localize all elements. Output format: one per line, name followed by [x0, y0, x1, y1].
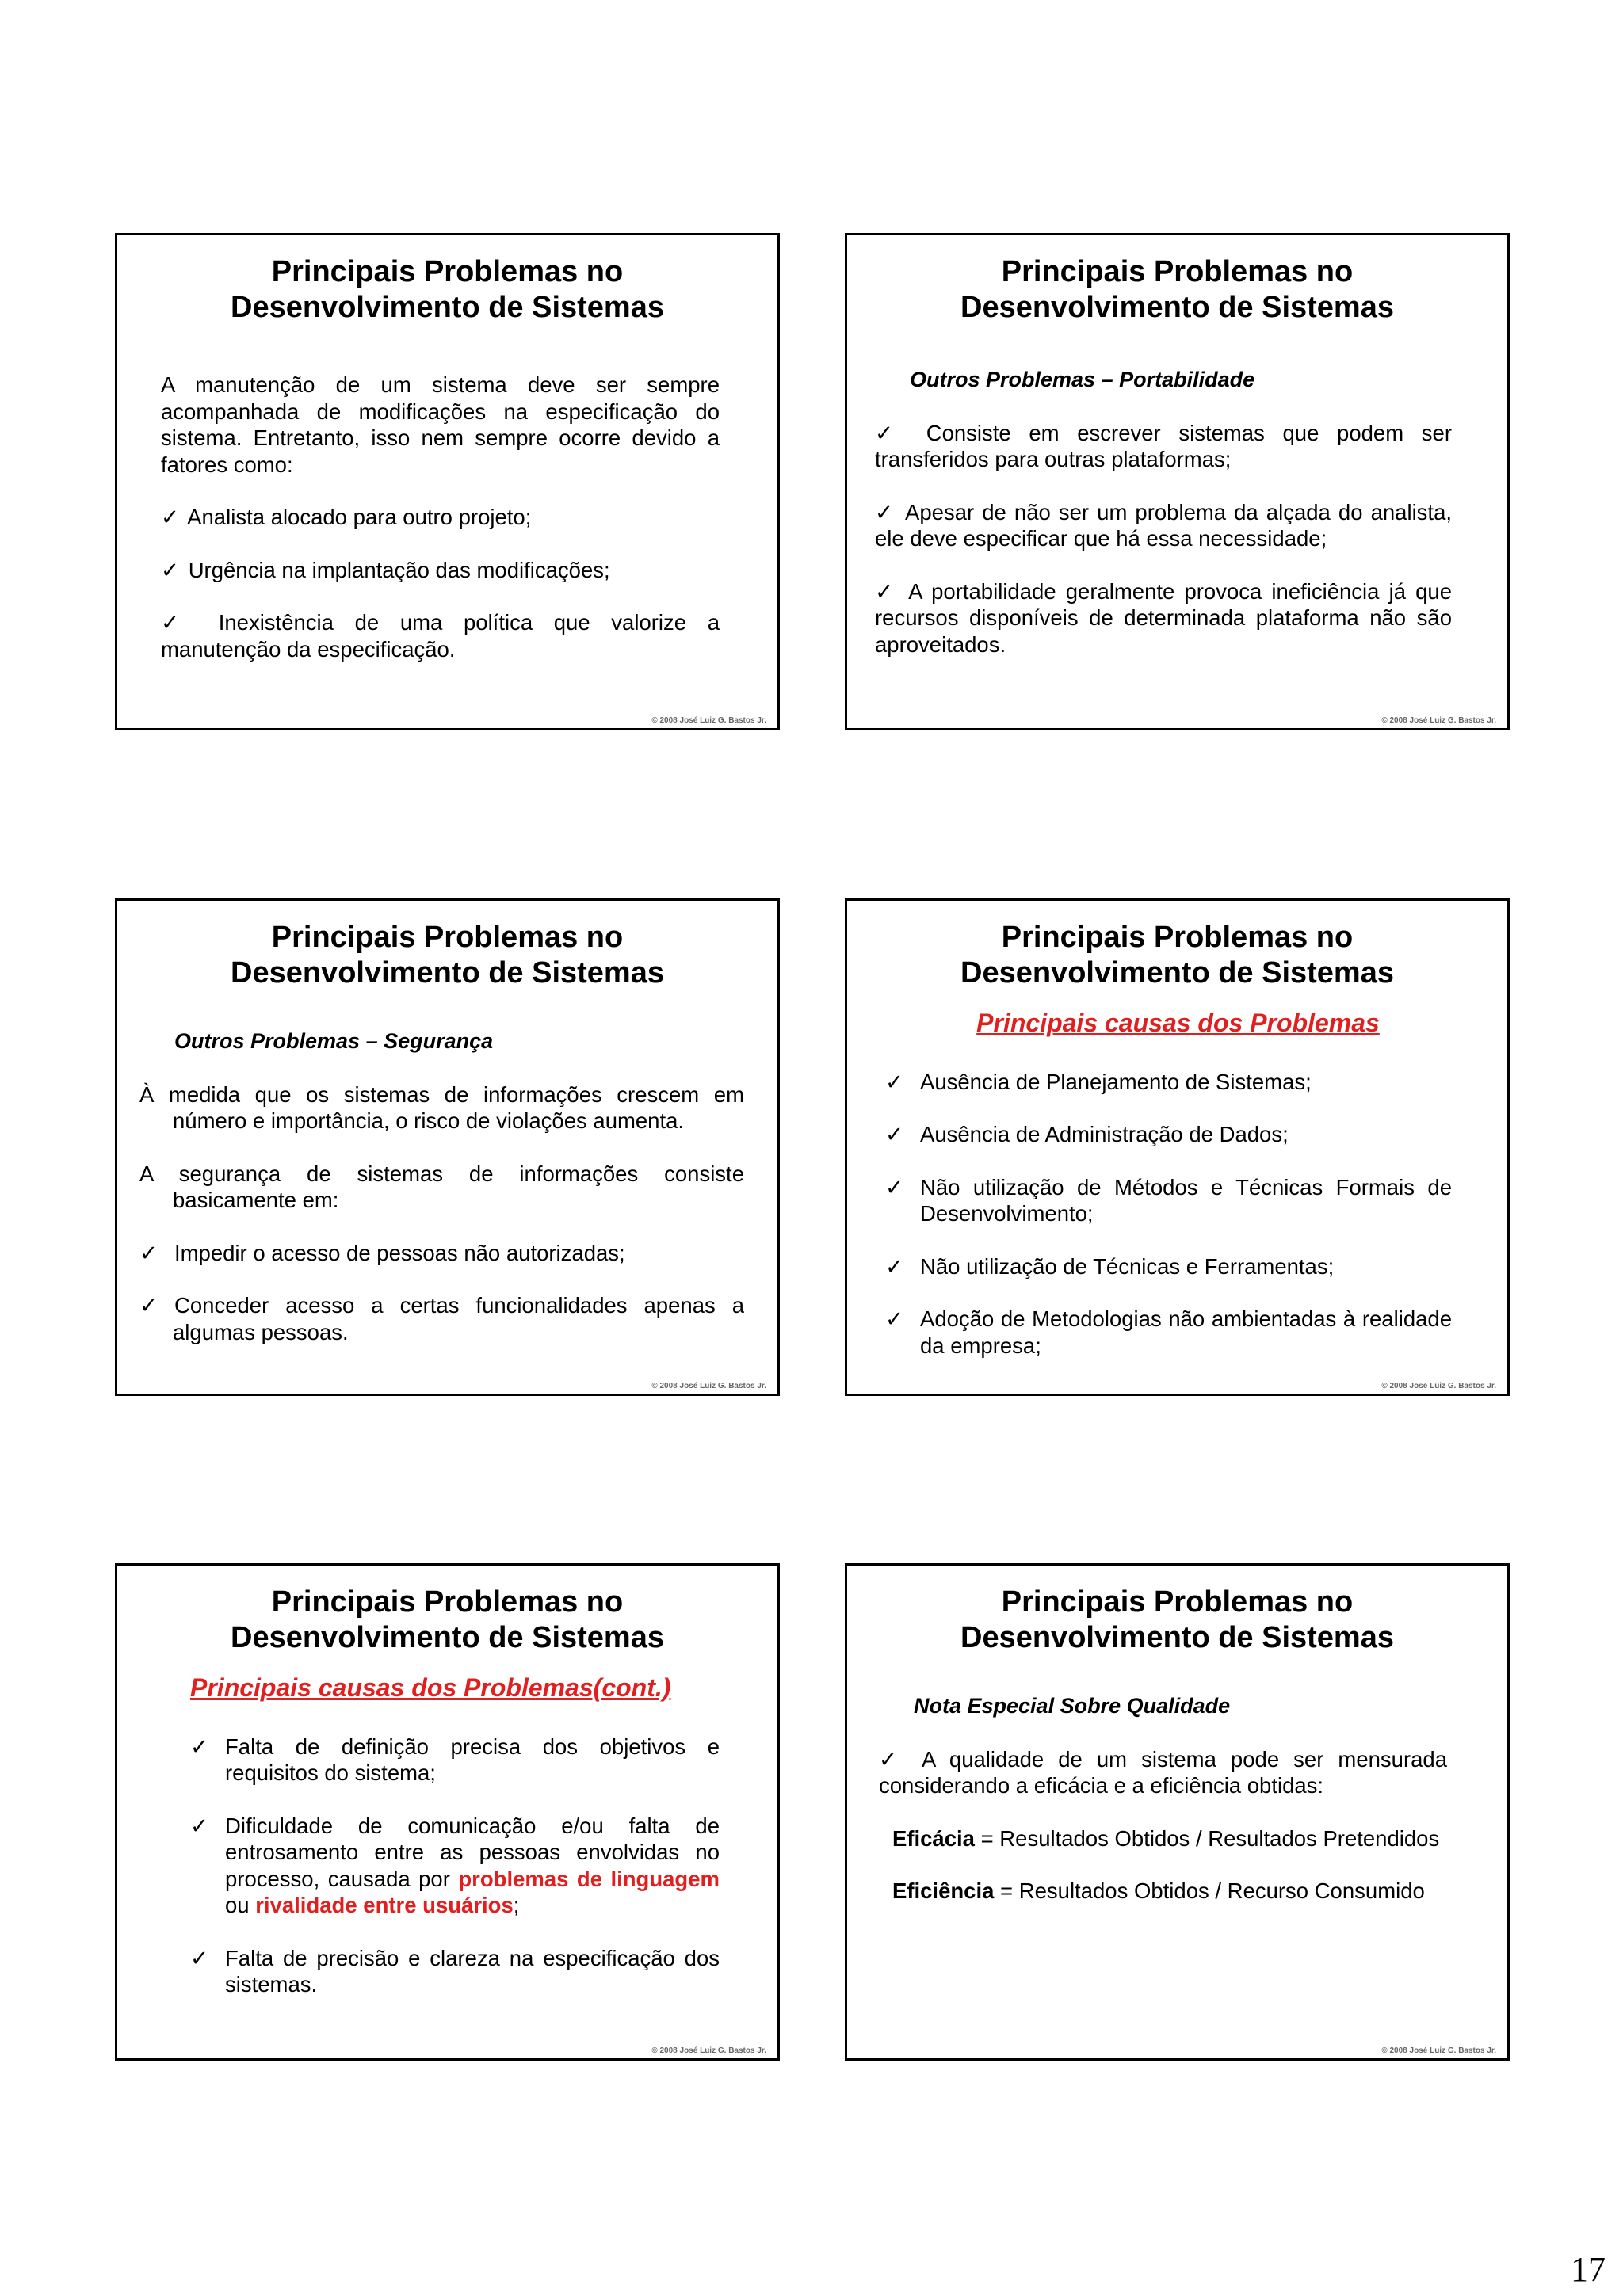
slide-3 — [115, 898, 780, 1396]
list-item — [161, 504, 720, 531]
title-line-1: Principais Problemas no — [271, 255, 624, 288]
slide-body — [161, 372, 720, 662]
item-text: Ausência de Planejamento de Sistemas; — [920, 1069, 1312, 1094]
copyright: © 2008 José Luiz G. Bastos Jr. — [1381, 1382, 1496, 1390]
check-icon: ✓ — [875, 578, 897, 604]
list-item — [875, 499, 1452, 552]
definition: = Resultados Obtidos / Recurso Consumido — [994, 1878, 1425, 1903]
copyright: © 2008 José Luiz G. Bastos Jr. — [651, 2046, 766, 2055]
term: Eficiência — [892, 1878, 995, 1903]
slide-title — [847, 920, 1507, 991]
check-icon: ✓ — [139, 1240, 158, 1265]
check-icon: ✓ — [161, 610, 195, 635]
item-text: Não utilização de Técnicas e Ferramentas; — [920, 1253, 1335, 1279]
intro-paragraph: A manutenção de um sistema deve ser sempre acompanhada de modificações na especificação do sistema. Entretanto, isso nem sempre ocorre devido a fatores como: — [161, 372, 720, 477]
list-item — [885, 1174, 1452, 1227]
item-text: Adoção de Metodologias não ambientadas à realidade da empresa; — [920, 1306, 1452, 1358]
title-line-1: Principais Problemas no — [271, 1585, 624, 1619]
item-text: A qualidade de um sistema pode ser mensurada considerando a eficácia e a eficiência obtidas: — [879, 1746, 1448, 1798]
copyright: © 2008 José Luiz G. Bastos Jr. — [651, 1382, 766, 1390]
slide-title — [847, 1585, 1507, 1656]
paragraph: A segurança de sistemas de informações consiste basicamente em: — [139, 1161, 744, 1212]
title-line-2: Desenvolvimento de Sistemas — [231, 291, 664, 324]
highlight-text: problemas de linguagem — [458, 1866, 720, 1891]
item-text: Ausência de Administração de Dados; — [920, 1122, 1289, 1146]
section-subtitle: Principais causas dos Problemas — [976, 1009, 1380, 1037]
check-icon: ✓ — [885, 1122, 904, 1146]
eficacia-formula — [879, 1825, 1447, 1852]
title-line-1: Principais Problemas no — [271, 921, 624, 954]
list-item — [879, 1746, 1447, 1799]
slide-5 — [115, 1563, 780, 2061]
slide-title — [117, 920, 777, 991]
slide-title — [117, 254, 777, 326]
slide-body — [879, 1693, 1447, 1905]
section-subtitle: Outros Problemas – Segurança — [174, 1029, 494, 1053]
item-text: Conceder acesso a certas funcionalidades apenas a algumas pessoas. — [173, 1293, 744, 1344]
item-text: Falta de precisão e clareza na especificação dos sistemas. — [225, 1945, 720, 1997]
term: Eficácia — [892, 1825, 975, 1851]
check-icon: ✓ — [875, 499, 896, 524]
list-item — [885, 1069, 1452, 1096]
check-icon: ✓ — [161, 505, 180, 529]
check-icon: ✓ — [885, 1174, 904, 1199]
list-item — [190, 1733, 720, 1787]
item-text: Analista alocado para outro projeto; — [187, 505, 532, 529]
check-icon: ✓ — [885, 1069, 904, 1094]
eficiencia-formula — [879, 1878, 1447, 1905]
list-item — [875, 578, 1452, 658]
slide-6 — [845, 1563, 1510, 2061]
slide-body — [875, 367, 1452, 658]
highlight-text: rivalidade entre usuários — [255, 1893, 514, 1917]
section-subtitle: Principais causas dos Problemas(cont.) — [190, 1673, 671, 1702]
list-item — [190, 1945, 720, 1998]
item-text: Urgência na implantação das modificações; — [188, 557, 610, 582]
title-line-2: Desenvolvimento de Sistemas — [231, 1621, 664, 1654]
check-icon: ✓ — [885, 1306, 904, 1331]
list-item — [875, 420, 1452, 473]
slide-1 — [115, 233, 780, 730]
check-icon: ✓ — [161, 557, 180, 582]
copyright: © 2008 José Luiz G. Bastos Jr. — [1381, 2046, 1496, 2055]
item-text: Dificuldade de comunicação e/ou falta de entrosamento entre as pessoas envolvidas no processo, causada por — [225, 1813, 720, 1891]
list-item — [161, 609, 720, 662]
title-line-1: Principais Problemas no — [1001, 1585, 1354, 1619]
item-text: Falta de definição precisa dos objetivos e requisitos do sistema; — [225, 1733, 720, 1785]
copyright: © 2008 José Luiz G. Bastos Jr. — [1381, 716, 1496, 725]
item-text: Apesar de não ser um problema da alçada do analista, ele deve especificar que há essa necessidade; — [875, 499, 1453, 551]
slide-title — [117, 1585, 777, 1656]
section-subtitle: Nota Especial Sobre Qualidade — [914, 1694, 1231, 1718]
check-icon: ✓ — [190, 1945, 209, 1970]
title-line-1: Principais Problemas no — [1001, 255, 1354, 288]
item-text: Não utilização de Métodos e Técnicas Formais de Desenvolvimento; — [920, 1174, 1452, 1226]
slide-title — [847, 254, 1507, 326]
item-text: ; — [513, 1893, 520, 1917]
item-text: Impedir o acesso de pessoas não autorizadas; — [174, 1240, 625, 1265]
section-subtitle: Outros Problemas – Portabilidade — [910, 368, 1255, 391]
list-item — [139, 1240, 744, 1267]
list-item — [190, 1813, 720, 1919]
check-icon: ✓ — [190, 1733, 209, 1759]
copyright: © 2008 José Luiz G. Bastos Jr. — [651, 716, 766, 725]
check-icon: ✓ — [139, 1293, 158, 1318]
paragraph: À medida que os sistemas de informações crescem em número e importância, o risco de violações aumenta. — [139, 1081, 744, 1133]
item-text: Consiste em escrever sistemas que podem ser transferidos para outras plataformas; — [875, 420, 1453, 471]
list-item — [885, 1253, 1452, 1280]
slide-body — [139, 1028, 744, 1345]
slide-body — [190, 1673, 720, 1998]
item-text: ou — [225, 1893, 256, 1917]
definition: = Resultados Obtidos / Resultados Pretendidos — [974, 1825, 1440, 1851]
slide-2 — [845, 233, 1510, 730]
slide-body — [885, 1009, 1452, 1359]
list-item — [885, 1306, 1452, 1359]
item-text: A portabilidade geralmente provoca ineficiência já que recursos disponíveis de determinada plataforma não são aproveitados. — [875, 578, 1453, 657]
title-line-2: Desenvolvimento de Sistemas — [231, 956, 664, 990]
title-line-1: Principais Problemas no — [1001, 921, 1354, 954]
check-icon: ✓ — [190, 1813, 209, 1838]
check-icon: ✓ — [875, 420, 906, 445]
title-line-2: Desenvolvimento de Sistemas — [960, 291, 1394, 324]
check-icon: ✓ — [885, 1253, 904, 1279]
page-number: 17 — [1571, 2250, 1606, 2289]
list-item — [139, 1292, 744, 1345]
item-text: Inexistência de uma política que valorize a manutenção da especificação. — [161, 610, 720, 662]
title-line-2: Desenvolvimento de Sistemas — [960, 1621, 1394, 1654]
list-item — [885, 1121, 1452, 1148]
title-line-2: Desenvolvimento de Sistemas — [960, 956, 1394, 990]
check-icon: ✓ — [879, 1746, 906, 1772]
slide-4 — [845, 898, 1510, 1396]
list-item — [161, 557, 720, 584]
